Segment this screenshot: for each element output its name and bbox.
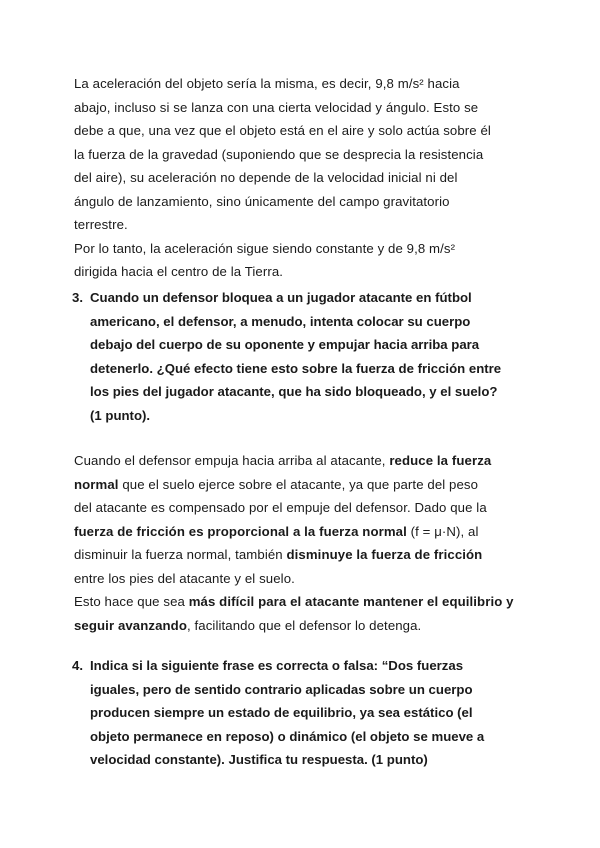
question-line: los pies del jugador atacante, que ha sido bloqueado, y el suelo? — [90, 384, 498, 399]
text-line: terrestre. — [74, 217, 128, 232]
question-4 — [72, 654, 505, 772]
answer-2-paragraph — [74, 72, 534, 284]
question-line: americano, el defensor, a menudo, intenta colocar su cuerpo — [90, 313, 471, 329]
question-line: iguales, pero de sentido contrario aplicadas sobre un cuerpo — [90, 681, 473, 697]
text-line: debe a que, una vez que el objeto está en el aire y solo actúa sobre él — [74, 123, 491, 138]
text-line: La aceleración del objeto sería la misma, es decir, 9,8 m/s² hacia — [74, 76, 460, 91]
text-line: abajo, incluso si se lanza con una cierta velocidad y ángulo. Esto se — [74, 99, 479, 115]
question-3 — [72, 286, 505, 427]
question-line: debajo del cuerpo de su oponente y empujar hacia arriba para — [90, 337, 480, 352]
text-line: entre los pies del atacante y el suelo. — [74, 570, 295, 586]
text-line — [74, 473, 534, 497]
question-line: detenerlo. ¿Qué efecto tiene esto sobre la fuerza de fricción entre — [90, 360, 502, 376]
question-line: objeto permanece en reposo) o dinámico (el objeto se mueve a — [90, 728, 485, 744]
text-line — [74, 543, 534, 567]
question-number: 3. — [72, 290, 83, 305]
text-run: Esto hace que sea — [74, 594, 189, 609]
question-number: 4. — [72, 658, 83, 673]
text-line: ángulo de lanzamiento, sino únicamente del campo gravitatorio — [74, 193, 450, 209]
text-line: del atacante es compensado por el empuje del defensor. Dado que la — [74, 500, 487, 515]
emphasis-text: fuerza de fricción es proporcional a la fuerza normal — [74, 523, 407, 539]
question-line: Indica si la siguiente frase es correcta o falsa: “Dos fuerzas — [90, 658, 464, 673]
emphasis-text: disminuye la fuerza de fricción — [286, 547, 483, 562]
question-line: velocidad constante). Justifica tu respuesta. (1 punto) — [90, 752, 428, 767]
emphasis-text: seguir avanzando — [74, 617, 187, 633]
text-line — [74, 449, 534, 473]
text-run: , facilitando que el defensor lo detenga. — [187, 617, 422, 633]
emphasis-text: normal — [74, 476, 119, 492]
answer-3-paragraph — [74, 449, 534, 637]
text-run: (f = μ·N), al — [406, 523, 479, 539]
question-line: producen siempre un estado de equilibrio, ya sea estático (el — [90, 705, 473, 720]
emphasis-text: reduce la fuerza — [389, 453, 492, 468]
text-run: Cuando el defensor empuja hacia arriba al atacante, — [74, 453, 390, 468]
text-run: que el suelo ejerce sobre el atacante, ya que parte del peso — [118, 476, 479, 492]
text-line: dirigida hacia el centro de la Tierra. — [74, 264, 284, 279]
text-line — [74, 614, 534, 638]
question-line: Cuando un defensor bloquea a un jugador atacante en fútbol — [90, 290, 472, 305]
text-line — [74, 520, 534, 544]
text-line: la fuerza de la gravedad (suponiendo que se desprecia la resistencia — [74, 146, 484, 162]
emphasis-text: más difícil para el atacante mantener el equilibrio y — [188, 594, 514, 609]
text-line — [74, 590, 534, 614]
text-run: disminuir la fuerza normal, también — [74, 547, 287, 562]
question-line: (1 punto). — [90, 407, 151, 423]
text-line: Por lo tanto, la aceleración sigue siendo constante y de 9,8 m/s² — [74, 240, 456, 256]
text-line: del aire), su aceleración no depende de la velocidad inicial ni del — [74, 170, 458, 185]
